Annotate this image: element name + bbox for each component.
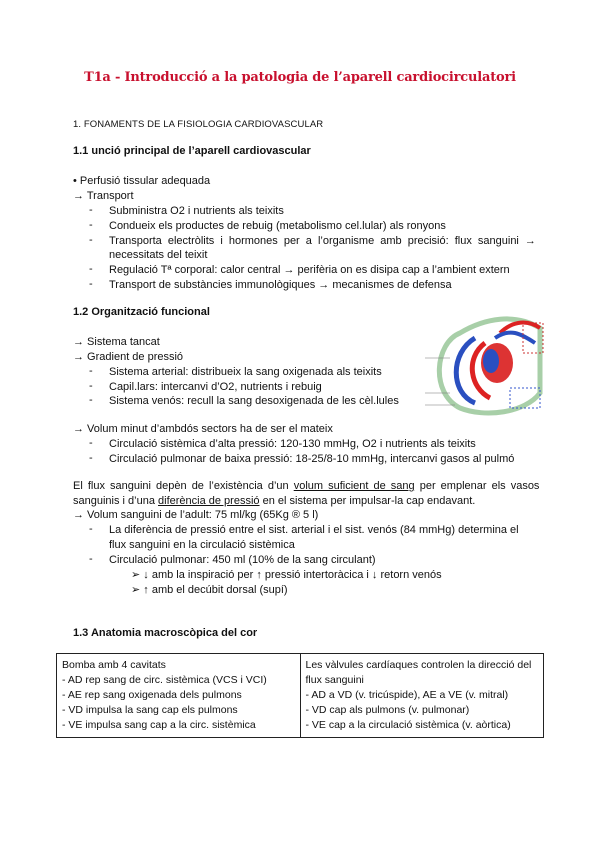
sub-item: ➢ ↓ amb la inspiració per ↑ pressió intertoràcica i ↓ retorn venós	[131, 569, 442, 581]
paragraph-line: El flux sanguini depèn de l’existència d’un volum suficient de sang per emplenar els vasos	[73, 480, 540, 492]
list-item: Circulació pulmonar: 450 ml (10% de la sang circulant)	[109, 554, 376, 566]
list-item: Circulació sistèmica d’alta pressió: 120-130 mmHg, O2 i nutrients als teixits	[109, 438, 476, 450]
arrow-volum-minut: → Volum minut d’ambdós sectors ha de ser el mateix	[73, 423, 333, 435]
arrow-gradient: → Gradient de pressió	[73, 351, 184, 363]
anatomy-table	[56, 653, 544, 738]
list-item: Transporta electròlits i hormones per a l’organisme amb precisió: flux sanguini →	[109, 235, 536, 247]
arrow-sistema-tancat: → Sistema tancat	[73, 336, 160, 348]
list-item: Capil.lars: intercanvi d’O2, nutrients i rebuig	[109, 381, 322, 393]
list-item: Condueix els productes de rebuig (metabolismo cel.lular) als ronyons	[109, 220, 446, 232]
section-heading: 1. FONAMENTS DE LA FISIOLOGIA CARDIOVASCULAR	[73, 119, 324, 130]
heading-1-1: 1.1 unció principal de l’aparell cardiovascular	[73, 145, 311, 157]
table-cell-valvules: Les vàlvules cardíaques controlen la direcció del flux sanguini - AD a VD (v. tricúspide), AE a VE (v. mitral) - VD cap als pulmons (v. pulmonar) - VE cap a la circulació sistèmica (v. aòrtica)	[300, 654, 544, 738]
list-item: Regulació Tª corporal: calor central → perifèria on es disipa cap a l’ambient extern	[109, 264, 510, 276]
list-item: Transport de substàncies immunològiques → mecanismes de defensa	[109, 279, 452, 291]
list-item: Subministra O2 i nutrients als teixits	[109, 205, 284, 217]
heading-1-2: 1.2 Organització funcional	[73, 306, 210, 318]
list-item: Circulació pulmonar de baixa pressió: 18-25/8-10 mmHg, intercanvi gasos al pulmó	[109, 453, 515, 465]
arrow-transport: → Transport	[73, 190, 134, 202]
heading-1-3: 1.3 Anatomia macroscòpica del cor	[73, 627, 258, 639]
table-cell-cavitats: Bomba amb 4 cavitats - AD rep sang de circ. sistèmica (VCS i VCI) - AE rep sang oxigenada dels pulmons - VD impulsa la sang cap els pulmons - VE impulsa sang cap a la circ. sistèmica	[57, 654, 301, 738]
list-item-cont: flux sanguini en la circulació sistèmica	[109, 539, 295, 551]
bullet-perfusio: • Perfusió tissular adequada	[73, 175, 211, 187]
list-item: Sistema venós: recull la sang desoxigenada de les cèl.lules	[109, 395, 399, 407]
circulation-diagram	[415, 303, 557, 423]
paragraph-line: sanguinis i d’una diferència de pressió en el sistema per impulsar-la cap endavant.	[73, 495, 476, 507]
list-item: La diferència de pressió entre el sist. arterial i el sist. venós (84 mmHg) determina el	[109, 524, 519, 536]
document-title: T1a - Introducció a la patologia de l’aparell cardiocirculatori	[84, 70, 516, 85]
list-item: Sistema arterial: distribueix la sang oxigenada als teixits	[109, 366, 382, 378]
arrow-volum-sanguini: → Volum sanguini de l’adult: 75 ml/kg (65Kg ® 5 l)	[73, 509, 319, 521]
sub-item: ➢ ↑ amb el decúbit dorsal (supí)	[131, 584, 288, 596]
list-item-cont: necessitats del teixit	[109, 249, 208, 261]
